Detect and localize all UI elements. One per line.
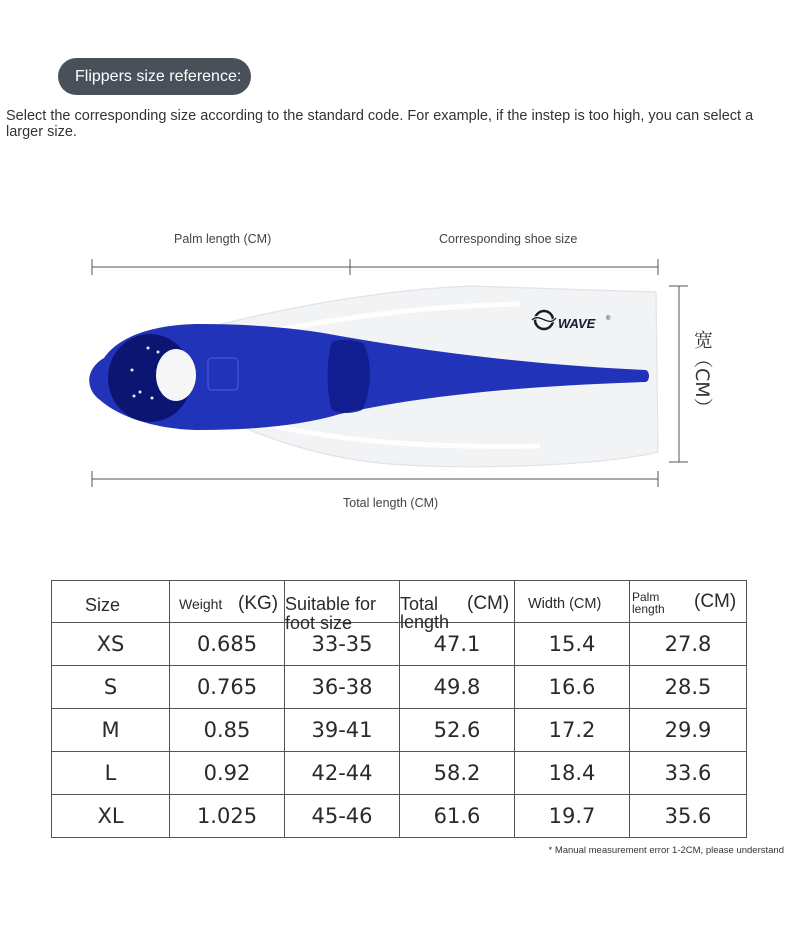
shoe-size-label: Corresponding shoe size xyxy=(439,232,578,246)
cell-foot-size: 45-46 xyxy=(285,795,400,838)
header-foot-line1: Suitable for xyxy=(285,594,377,614)
cell-foot-size: 39-41 xyxy=(285,709,400,752)
table-row xyxy=(52,709,747,752)
cell-total-length: 58.2 xyxy=(400,752,515,795)
cell-palm-length: 33.6 xyxy=(630,752,747,795)
header-palm-length xyxy=(630,581,747,623)
table-row xyxy=(52,752,747,795)
header-size-label: Size xyxy=(85,595,121,615)
header-total-line1: Total xyxy=(400,594,439,614)
intro-text: Select the corresponding size according to the standard code. For example, if the instep is too high, you can select a larger size. xyxy=(6,108,754,140)
cell-size: M xyxy=(52,709,170,752)
cell-width: 17.2 xyxy=(515,709,630,752)
flipper-illustration xyxy=(0,220,790,520)
header-weight xyxy=(170,581,285,623)
table-row xyxy=(52,666,747,709)
cell-foot-size: 36-38 xyxy=(285,666,400,709)
cell-width: 19.7 xyxy=(515,795,630,838)
cell-palm-length: 28.5 xyxy=(630,666,747,709)
cell-total-length: 49.8 xyxy=(400,666,515,709)
header-foot-size xyxy=(285,581,400,633)
size-table xyxy=(51,580,747,838)
header-width-label: Width (CM) xyxy=(528,596,602,612)
header-width xyxy=(515,581,630,623)
cell-foot-size: 42-44 xyxy=(285,752,400,795)
cell-weight: 0.685 xyxy=(170,623,285,666)
cell-palm-length: 29.9 xyxy=(630,709,747,752)
brand-registered-mark: ® xyxy=(606,316,611,322)
cell-width: 16.6 xyxy=(515,666,630,709)
header-total-length xyxy=(400,581,515,632)
cell-size: S xyxy=(52,666,170,709)
header-palm-line2: length xyxy=(632,602,665,616)
palm-length-label: Palm length (CM) xyxy=(174,232,272,246)
total-length-label: Total length (CM) xyxy=(343,496,439,510)
cell-width: 15.4 xyxy=(515,623,630,666)
header-foot-line2: foot size xyxy=(285,613,353,633)
cell-weight: 1.025 xyxy=(170,795,285,838)
header-weight-unit: (KG) xyxy=(238,593,279,614)
cell-weight: 0.92 xyxy=(170,752,285,795)
header-palm-line1: Palm xyxy=(632,590,660,604)
header-weight-label: Weight xyxy=(179,596,223,612)
cell-total-length: 52.6 xyxy=(400,709,515,752)
cell-width: 18.4 xyxy=(515,752,630,795)
table-header-row xyxy=(52,581,747,623)
header-total-line2: length xyxy=(400,612,450,632)
header-palm-unit: (CM) xyxy=(694,591,737,612)
header-size xyxy=(52,581,170,623)
table-row xyxy=(52,623,747,666)
cell-palm-length: 27.8 xyxy=(630,623,747,666)
cell-weight: 0.765 xyxy=(170,666,285,709)
cell-foot-size: 33-35 xyxy=(285,623,400,666)
cell-size: XL xyxy=(52,795,170,838)
cell-palm-length: 35.6 xyxy=(630,795,747,838)
cell-size: L xyxy=(52,752,170,795)
cell-total-length: 61.6 xyxy=(400,795,515,838)
measurement-footnote: * Manual measurement error 1-2CM, please understand xyxy=(548,845,784,856)
table-row xyxy=(52,795,747,838)
cell-size: XS xyxy=(52,623,170,666)
flipper-diagram xyxy=(0,220,790,520)
cell-weight: 0.85 xyxy=(170,709,285,752)
width-label: 宽（CM） xyxy=(691,330,713,417)
header-total-unit: (CM) xyxy=(467,593,510,614)
section-title-pill: Flippers size reference: xyxy=(58,58,251,95)
cell-total-length: 47.1 xyxy=(400,623,515,666)
brand-name: WAVE xyxy=(558,316,596,331)
